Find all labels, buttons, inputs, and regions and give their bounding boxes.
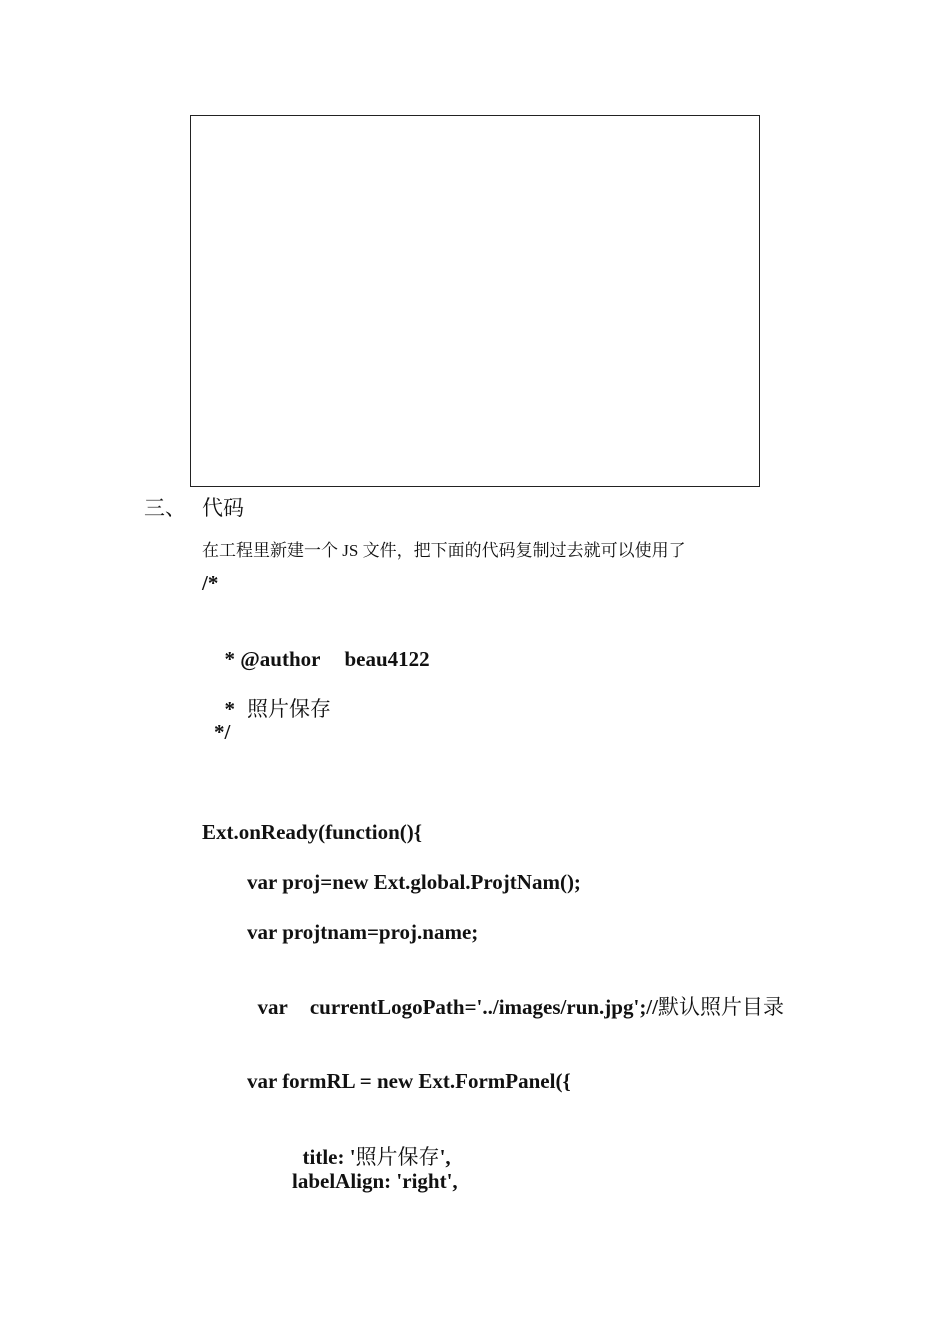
code-desc-text: 照片保存 — [247, 697, 331, 721]
code-logo-var: var — [257, 995, 288, 1019]
code-logo-line — [247, 968, 784, 1020]
code-onready: Ext.onReady(function(){ — [202, 820, 423, 844]
code-desc-prefix: * — [224, 697, 235, 721]
code-title-end: ', — [439, 1145, 451, 1169]
section-number: 三、 — [144, 496, 186, 520]
code-comment-open: /* — [202, 571, 219, 595]
code-title-value: 照片保存 — [355, 1145, 440, 1169]
code-projtnam-line: var projtnam=proj.name; — [247, 920, 479, 944]
code-author-line — [214, 620, 430, 672]
section-title: 代码 — [202, 496, 244, 520]
code-logo-assign: currentLogoPath='../images/run.jpg';// — [309, 995, 658, 1019]
code-author-name: beau4122 — [344, 647, 430, 671]
code-author-prefix: * @author — [224, 647, 321, 671]
code-comment-close: */ — [214, 720, 231, 744]
code-title-line — [292, 1118, 451, 1170]
code-desc-line — [214, 670, 331, 722]
code-formrl-line: var formRL = new Ext.FormPanel({ — [247, 1069, 571, 1093]
code-title-key: title: ' — [302, 1145, 356, 1169]
image-placeholder-frame — [190, 115, 760, 487]
code-labelalign-line: labelAlign: 'right', — [292, 1169, 458, 1193]
intro-paragraph: 在工程里新建一个 JS 文件，把下面的代码复制过去就可以使用了 — [202, 541, 686, 560]
code-logo-comment: 默认照片目录 — [657, 995, 784, 1019]
code-proj-line: var proj=new Ext.global.ProjtNam(); — [247, 870, 581, 894]
